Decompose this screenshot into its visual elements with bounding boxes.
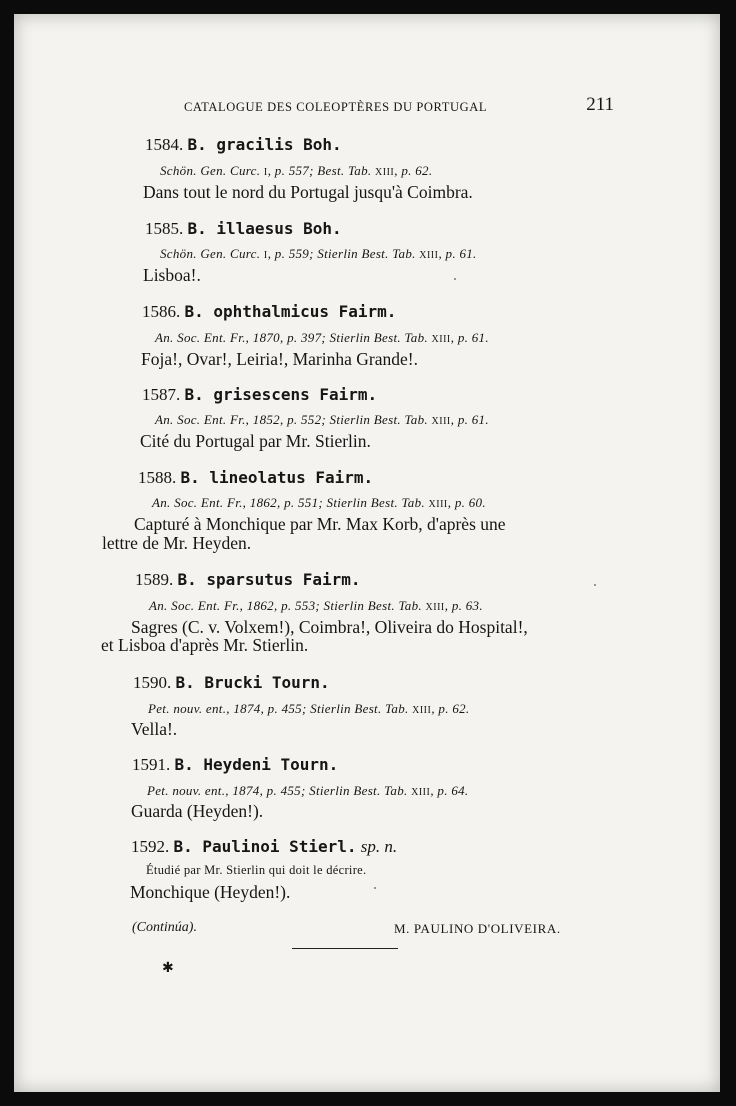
- entry-heading: 1590. B. Brucki Tourn.: [133, 673, 330, 692]
- entry-reference: An. Soc. Ent. Fr., 1862, p. 553; Stierlin Best. Tab. XIII, p. 63.: [149, 598, 483, 613]
- entry-heading: 1584. B. gracilis Boh.: [145, 135, 342, 154]
- entry-locality: Vella!.: [131, 719, 178, 739]
- running-title: CATALOGUE DES COLEOPTÈRES DU PORTUGAL: [184, 100, 488, 114]
- entry-locality-cont: lettre de Mr. Heyden.: [102, 533, 252, 553]
- paper-speck: [594, 584, 596, 586]
- entry-locality: Cité du Portugal par Mr. Stierlin.: [140, 431, 371, 451]
- end-rule: [292, 948, 398, 949]
- entry-reference: Pet. nouv. ent., 1874, p. 455; Stierlin Best. Tab. XIII, p. 64.: [147, 783, 469, 798]
- entry-locality: Capturé à Monchique par Mr. Max Korb, d'après une: [134, 514, 506, 534]
- entry-reference: An. Soc. Ent. Fr., 1852, p. 552; Stierlin Best. Tab. XIII, p. 61.: [155, 412, 489, 427]
- book-page: [14, 14, 720, 1092]
- entry-reference: An. Soc. Ent. Fr., 1862, p. 551; Stierlin Best. Tab. XIII, p. 60.: [152, 495, 486, 510]
- author-signature: M. PAULINO D'OLIVEIRA.: [394, 921, 561, 936]
- paper-speck: [454, 278, 456, 280]
- continued-note: (Continúa).: [132, 920, 197, 935]
- entry-locality: Lisboa!.: [143, 265, 201, 285]
- entry-heading: 1588. B. lineolatus Fairm.: [138, 468, 374, 487]
- paper-speck: [374, 887, 376, 889]
- entry-heading: 1587. B. grisescens Fairm.: [142, 385, 378, 404]
- entry-locality: Dans tout le nord du Portugal jusqu'à Coimbra.: [143, 182, 473, 202]
- star-ornament: ✱: [162, 961, 174, 976]
- entry-reference: Schön. Gen. Curc. I, p. 559; Stierlin Best. Tab. XIII, p. 61.: [160, 246, 477, 261]
- entry-locality: Foja!, Ovar!, Leiria!, Marinha Grande!.: [141, 349, 418, 369]
- entry-heading: 1589. B. sparsutus Fairm.: [135, 570, 361, 589]
- entry-heading: 1591. B. Heydeni Tourn.: [132, 755, 339, 774]
- entry-locality-cont: et Lisboa d'après Mr. Stierlin.: [101, 635, 309, 655]
- entry-locality: Sagres (C. v. Volxem!), Coimbra!, Oliveira do Hospital!,: [131, 617, 528, 637]
- entry-locality: Monchique (Heyden!).: [130, 882, 291, 902]
- entry-note: Étudié par Mr. Stierlin qui doit le décrire.: [146, 863, 367, 877]
- entry-reference: Schön. Gen. Curc. I, p. 557; Best. Tab. XIII, p. 62.: [160, 163, 433, 178]
- entry-heading: 1585. B. illaesus Boh.: [145, 219, 342, 238]
- entry-heading: 1586. B. ophthalmicus Fairm.: [142, 302, 397, 321]
- entry-heading: 1592. B. Paulinoi Stierl. sp. n.: [131, 837, 398, 856]
- entry-reference: An. Soc. Ent. Fr., 1870, p. 397; Stierlin Best. Tab. XIII, p. 61.: [155, 330, 489, 345]
- page-number: 211: [586, 94, 614, 115]
- entry-reference: Pet. nouv. ent., 1874, p. 455; Stierlin Best. Tab. XIII, p. 62.: [148, 701, 470, 716]
- entry-locality: Guarda (Heyden!).: [131, 801, 264, 821]
